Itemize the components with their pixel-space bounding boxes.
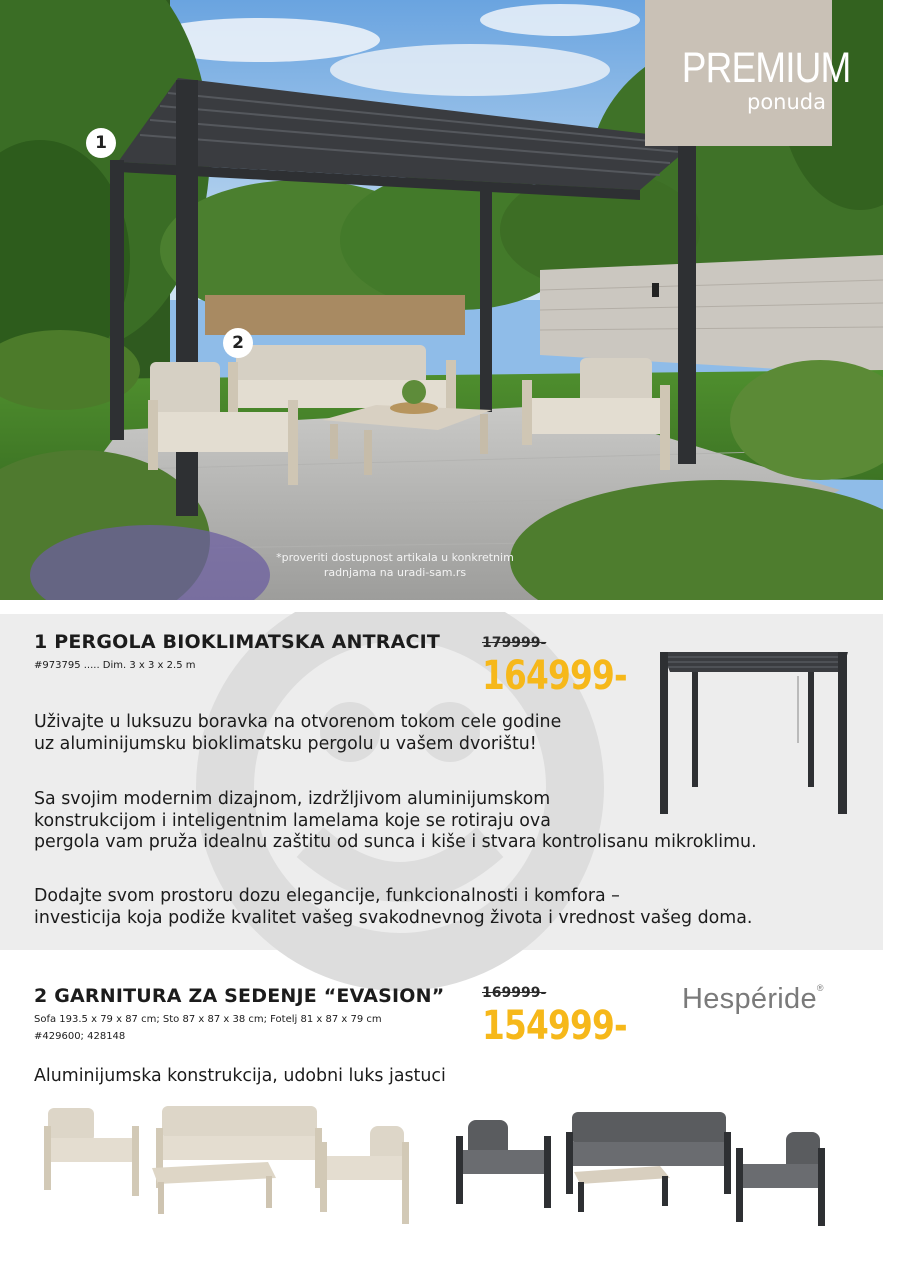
availability-note <box>250 550 540 580</box>
brand-name: Hespéride <box>682 983 817 1015</box>
dark-armchair-right <box>736 1132 825 1226</box>
callout-1: 1 <box>86 128 116 158</box>
product2-old-price: 169999- <box>482 985 547 1001</box>
premium-subtitle: ponuda <box>747 90 826 114</box>
dark-armchair-left <box>456 1120 551 1208</box>
product1-paragraph-1 <box>34 712 874 755</box>
paragraph-line: Uživajte u luksuzu boravka na otvorenom tokom cele godine <box>34 712 562 732</box>
paragraph-line: Dodajte svom prostoru dozu elegancije, funkcionalnosti i komfora – <box>34 886 620 906</box>
evasion-set-product-images <box>40 1098 840 1233</box>
paragraph-line: uz aluminijumsku bioklimatsku pergolu u vašem dvorištu! <box>34 733 537 754</box>
beige-table <box>152 1162 276 1214</box>
product1-title: 1 PERGOLA BIOKLIMATSKA ANTRACIT <box>34 631 441 653</box>
product2-spec-codes: #429600; 428148 <box>34 1031 126 1042</box>
product2-spec-dimensions: Sofa 193.5 x 79 x 87 cm; Sto 87 x 87 x 38 cm; Fotelj 81 x 87 x 79 cm <box>34 1014 382 1025</box>
hesperide-brand-logo: Hespéride® <box>682 983 824 1015</box>
availability-note-line: radnjama na uradi-sam.rs <box>323 566 467 579</box>
hero-photo <box>0 0 883 600</box>
product2-new-price: 154999- <box>482 1003 627 1049</box>
callout-2: 2 <box>223 328 253 358</box>
product1-spec: #973795 ..... Dim. 3 x 3 x 2.5 m <box>34 660 196 671</box>
product2-tagline: Aluminijumska konstrukcija, udobni luks jastuci <box>34 1066 446 1086</box>
beige-armchair-left <box>44 1108 139 1196</box>
product2-title: 2 GARNITURA ZA SEDENJE “EVASION” <box>34 985 445 1007</box>
premium-title: PREMIUM <box>681 44 851 92</box>
product1-old-price: 179999- <box>482 635 547 651</box>
product1-paragraph-2 <box>34 789 874 854</box>
paragraph-line: investicija koja podiže kvalitet vašeg svakodnevnog života i vrednost vašeg doma. <box>34 907 753 928</box>
availability-note-line: *proveriti dostupnost artikala u konkretnim <box>276 551 514 564</box>
product1-new-price: 164999- <box>482 653 627 699</box>
paragraph-line: Sa svojim modernim dizajnom, izdržljivom aluminijumskom <box>34 789 551 809</box>
beige-armchair-right <box>320 1126 409 1224</box>
product1-paragraph-3 <box>34 886 874 929</box>
paragraph-line: konstrukcijom i inteligentnim lamelama koje se rotiraju ova <box>34 810 551 831</box>
dark-table <box>574 1166 670 1212</box>
paragraph-line: pergola vam pruža idealnu zaštitu od sunca i kiše i stvara kontrolisanu mikroklimu. <box>34 832 757 852</box>
